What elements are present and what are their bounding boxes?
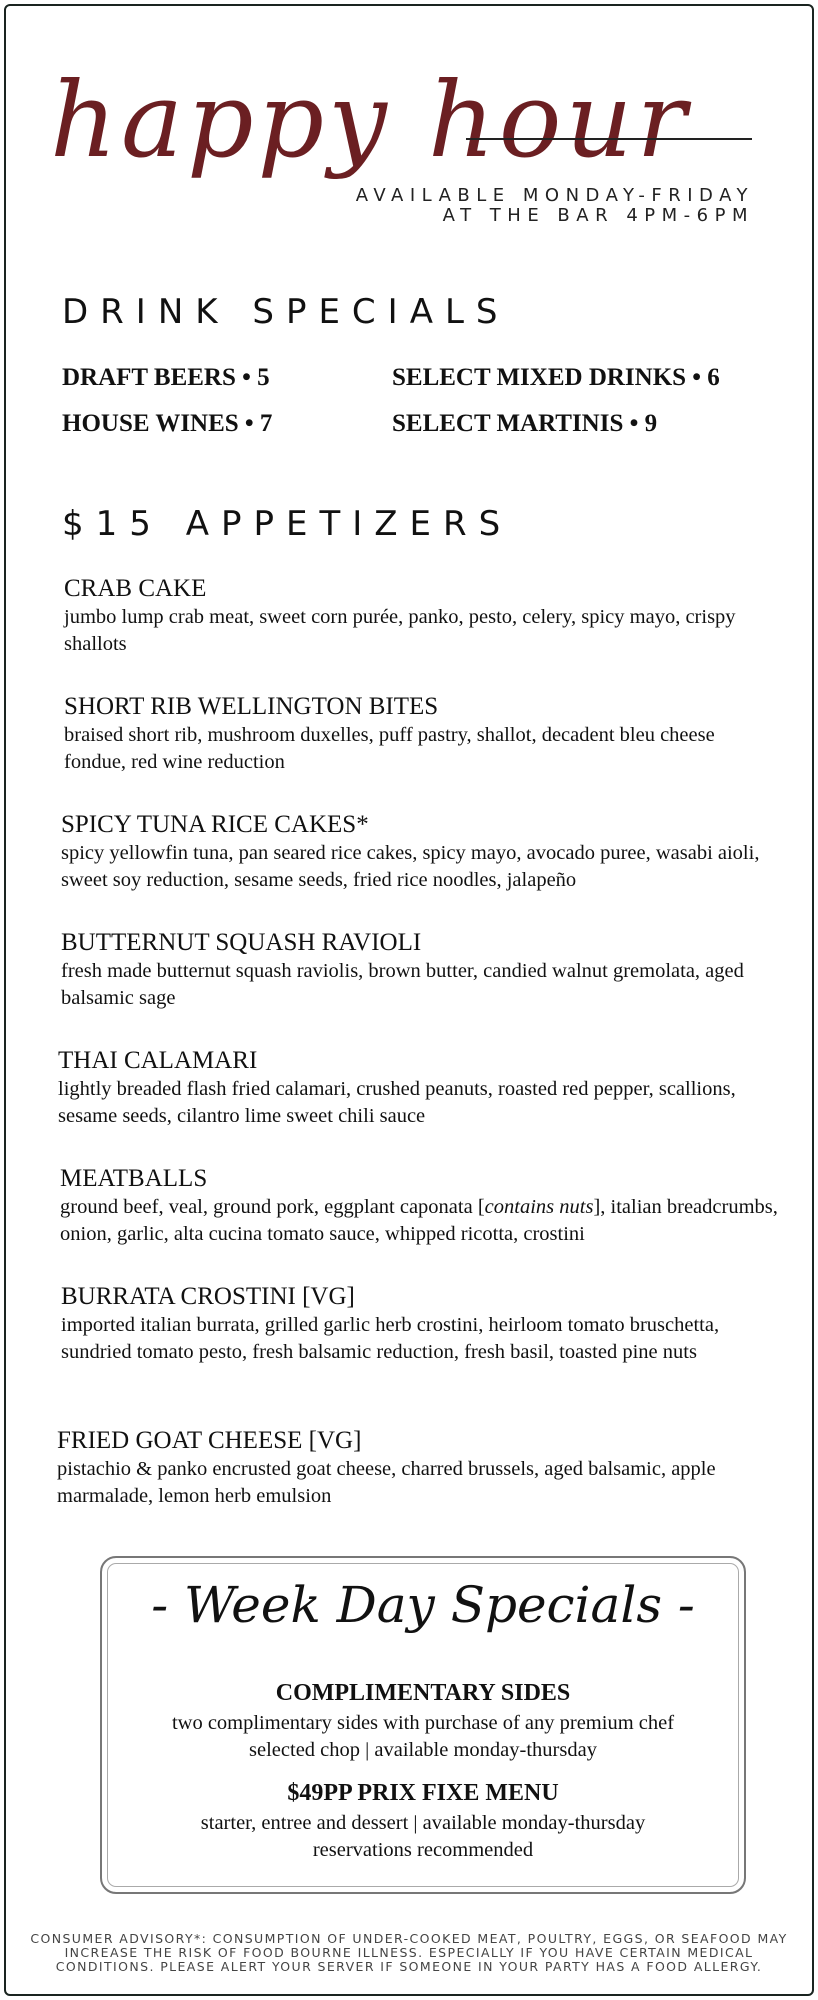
appetizer-name: MEATBALLS: [60, 1165, 208, 1192]
special-description: starter, entree and dessert | available monday-thursday reservations recommended: [200, 1812, 646, 1861]
appetizers-heading: $15 APPETIZERS: [62, 504, 513, 544]
drink-special-item: HOUSE WINES • 7: [62, 410, 273, 437]
appetizer-description: lightly breaded flash fried calamari, crushed peanuts, roasted red pepper, scallions, sesame seeds, cilantro lime sweet chili sauce: [58, 1078, 736, 1127]
appetizer-item: [61, 928, 761, 1012]
appetizer-name: SPICY TUNA RICE CAKES*: [61, 811, 369, 838]
special-description: two complimentary sides with purchase of any premium chef selected chop | available monday-thursday: [171, 1712, 675, 1761]
availability-days: AVAILABLE MONDAY-FRIDAY: [355, 185, 754, 206]
appetizer-description: ground beef, veal, ground pork, eggplant caponata [contains nuts], italian breadcrumbs, onion, garlic, alta cucina tomato sauce, whipped ricotta, crostini: [60, 1196, 778, 1245]
appetizer-name: SHORT RIB WELLINGTON BITES: [64, 693, 439, 720]
appetizer-description: braised short rib, mushroom duxelles, puff pastry, shallot, decadent bleu cheese fondue, red wine reduction: [64, 724, 715, 773]
appetizer-name: BUTTERNUT SQUASH RAVIOLI: [61, 929, 422, 956]
weekday-specials-box: [100, 1556, 746, 1894]
appetizer-description: spicy yellowfin tuna, pan seared rice cakes, spicy mayo, avocado puree, wasabi aioli, sweet soy reduction, sesame seeds, fried rice noodles, jalapeño: [61, 842, 760, 891]
contains-nuts-note: contains nuts: [484, 1196, 594, 1218]
appetizer-item: [61, 1282, 761, 1366]
consumer-advisory: CONSUMER ADVISORY*: CONSUMPTION OF UNDER-COOKED MEAT, POULTRY, EGGS, OR SEAFOOD MAY INCREASE THE RISK OF FOOD BOURNE ILLNESS. ESPECIALLY IF YOU HAVE CERTAIN MEDICAL CONDITIONS. PLEASE ALERT YOUR SERVER IF SOMEONE IN YOUR PARTY HAS A FOOD ALLERGY.: [30, 1931, 788, 1974]
appetizer-description: pistachio & panko encrusted goat cheese, charred brussels, aged balsamic, apple marmalade, lemon herb emulsion: [57, 1458, 716, 1507]
availability-text: [356, 186, 754, 226]
appetizer-description: imported italian burrata, grilled garlic herb crostini, heirloom tomato bruschetta, sundried tomato pesto, fresh balsamic reduction, fresh basil, toasted pine nuts: [61, 1314, 720, 1363]
appetizer-item: [64, 574, 764, 658]
drink-specials-heading: DRINK SPECIALS: [62, 292, 510, 332]
appetizer-item: [61, 810, 761, 894]
availability-hours: AT THE BAR 4PM-6PM: [442, 205, 754, 226]
appetizer-description: jumbo lump crab meat, sweet corn purée, panko, pesto, celery, spicy mayo, crispy shallots: [64, 606, 736, 655]
appetizer-description: fresh made butternut squash raviolis, brown butter, candied walnut gremolata, aged balsamic sage: [61, 960, 744, 1009]
header-divider: [466, 138, 752, 140]
appetizer-item: [58, 1046, 758, 1130]
special-name: $49PP PRIX FIXE MENU: [287, 1780, 559, 1806]
appetizer-item: [60, 1164, 780, 1248]
appetizer-name: BURRATA CROSTINI [VG]: [61, 1283, 355, 1310]
drink-special-item: SELECT MARTINIS • 9: [392, 410, 658, 437]
appetizer-item: [64, 692, 764, 776]
drink-special-item: SELECT MIXED DRINKS • 6: [392, 364, 720, 391]
appetizer-name: FRIED GOAT CHEESE [VG]: [57, 1427, 362, 1454]
appetizer-name: CRAB CAKE: [64, 575, 207, 602]
special-name: COMPLIMENTARY SIDES: [275, 1680, 571, 1706]
drink-special-item: DRAFT BEERS • 5: [62, 364, 270, 391]
happy-hour-title: happy hour: [50, 59, 691, 181]
appetizer-name: THAI CALAMARI: [58, 1047, 258, 1074]
appetizer-item: [57, 1426, 757, 1510]
weekday-specials-title: - Week Day Specials -: [151, 1576, 695, 1634]
